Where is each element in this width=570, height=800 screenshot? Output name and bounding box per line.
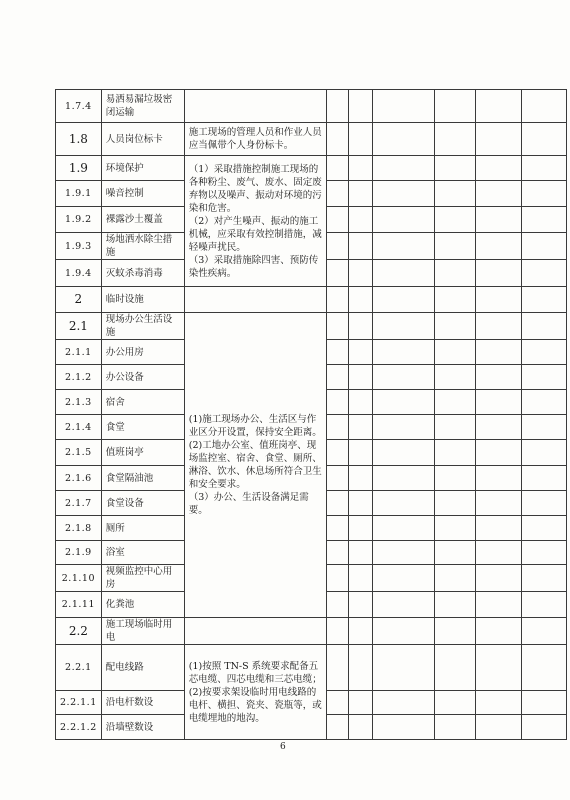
blank-cell — [326, 390, 348, 415]
blank-cell — [475, 390, 521, 415]
item-name: 化粪池 — [101, 592, 184, 618]
requirement-cell — [184, 123, 326, 156]
item-name: 食堂 — [101, 415, 184, 440]
blank-cell — [521, 618, 566, 645]
blank-cell — [434, 90, 475, 123]
item-code: 1.8 — [56, 123, 102, 156]
blank-cell — [475, 565, 521, 592]
blank-cell — [521, 565, 566, 592]
blank-cell — [372, 415, 434, 440]
item-name: 人员岗位标卡 — [101, 123, 184, 156]
item-name: 裸露沙土覆盖 — [101, 207, 184, 233]
item-code: 2.1.1 — [56, 340, 102, 365]
blank-cell — [475, 516, 521, 541]
item-name: 灭蚊杀毒消毒 — [101, 260, 184, 287]
item-code: 2.2.1.1 — [56, 691, 102, 715]
blank-cell — [475, 645, 521, 691]
blank-cell — [348, 390, 372, 415]
blank-cell — [326, 340, 348, 365]
blank-cell — [326, 260, 348, 287]
blank-cell — [326, 491, 348, 516]
blank-cell — [326, 592, 348, 618]
blank-cell — [521, 466, 566, 491]
blank-cell — [372, 592, 434, 618]
blank-cell — [348, 90, 372, 123]
blank-cell — [372, 123, 434, 156]
table-row — [56, 618, 567, 645]
blank-cell — [372, 340, 434, 365]
item-name: 场地洒水除尘措施 — [101, 233, 184, 260]
item-name: 宿舍 — [101, 390, 184, 415]
blank-cell — [521, 541, 566, 565]
inspection-table — [55, 89, 567, 740]
table-row — [56, 287, 567, 313]
item-code: 1.9.1 — [56, 181, 102, 207]
blank-cell — [521, 715, 566, 740]
item-name: 配电线路 — [101, 645, 184, 691]
blank-cell — [475, 491, 521, 516]
item-code: 2.1.6 — [56, 466, 102, 491]
blank-cell — [372, 181, 434, 207]
blank-cell — [348, 156, 372, 181]
blank-cell — [521, 645, 566, 691]
blank-cell — [326, 207, 348, 233]
blank-cell — [521, 260, 566, 287]
item-code: 2.1 — [56, 313, 102, 340]
blank-cell — [372, 516, 434, 541]
blank-cell — [372, 390, 434, 415]
blank-cell — [326, 181, 348, 207]
blank-cell — [434, 415, 475, 440]
blank-cell — [475, 340, 521, 365]
item-name: 浴室 — [101, 541, 184, 565]
blank-cell — [475, 715, 521, 740]
requirement-text: (1)施工现场办公、生活区与作业区分开设置，保持安全距离。 — [188, 414, 322, 438]
item-name: 值班岗亭 — [101, 440, 184, 466]
blank-cell — [521, 491, 566, 516]
item-code: 1.9.4 — [56, 260, 102, 287]
blank-cell — [521, 233, 566, 260]
blank-cell — [434, 156, 475, 181]
blank-cell — [372, 156, 434, 181]
blank-cell — [348, 365, 372, 390]
blank-cell — [475, 123, 521, 156]
item-code: 2.2 — [56, 618, 102, 645]
item-code: 2.2.1.2 — [56, 715, 102, 740]
blank-cell — [475, 415, 521, 440]
blank-cell — [372, 260, 434, 287]
blank-cell — [326, 715, 348, 740]
requirement-text: （3）采取措施除四害、预防传染性疾病。 — [188, 254, 319, 279]
blank-cell — [348, 592, 372, 618]
blank-cell — [434, 715, 475, 740]
blank-cell — [434, 541, 475, 565]
blank-cell — [326, 691, 348, 715]
blank-cell — [348, 691, 372, 715]
item-code: 2 — [56, 287, 102, 313]
blank-cell — [475, 181, 521, 207]
blank-cell — [475, 313, 521, 340]
item-code: 1.7.4 — [56, 90, 102, 123]
item-code: 2.2.1 — [56, 645, 102, 691]
blank-cell — [521, 340, 566, 365]
blank-cell — [372, 233, 434, 260]
blank-cell — [475, 541, 521, 565]
blank-cell — [372, 645, 434, 691]
blank-cell — [348, 466, 372, 491]
blank-cell — [521, 123, 566, 156]
blank-cell — [348, 440, 372, 466]
blank-cell — [348, 287, 372, 313]
blank-cell — [521, 365, 566, 390]
blank-cell — [372, 440, 434, 466]
blank-cell — [326, 365, 348, 390]
blank-cell — [434, 181, 475, 207]
item-name: 沿墙壁数设 — [101, 715, 184, 740]
item-name: 办公设备 — [101, 365, 184, 390]
item-code: 2.1.10 — [56, 565, 102, 592]
blank-cell — [348, 340, 372, 365]
blank-cell — [372, 90, 434, 123]
requirement-cell — [184, 90, 326, 123]
item-name: 办公用房 — [101, 340, 184, 365]
blank-cell — [372, 715, 434, 740]
blank-cell — [521, 90, 566, 123]
blank-cell — [348, 618, 372, 645]
item-name: 食堂隔油池 — [101, 466, 184, 491]
blank-cell — [521, 287, 566, 313]
blank-cell — [348, 645, 372, 691]
blank-cell — [434, 516, 475, 541]
item-code: 1.9.3 — [56, 233, 102, 260]
blank-cell — [372, 207, 434, 233]
blank-cell — [475, 233, 521, 260]
blank-cell — [434, 287, 475, 313]
requirement-text: （1）采取措施控制施工现场的各种粉尘、废气、废水、固定废弃物以及噪声、振动对环境的污染和危害。 — [188, 163, 322, 214]
blank-cell — [348, 207, 372, 233]
table-row — [56, 313, 567, 340]
blank-cell — [348, 491, 372, 516]
blank-cell — [326, 415, 348, 440]
blank-cell — [475, 156, 521, 181]
blank-cell — [434, 260, 475, 287]
blank-cell — [348, 123, 372, 156]
requirement-cell — [184, 287, 326, 313]
item-name: 视频监控中心用房 — [101, 565, 184, 592]
requirement-text: (2)工地办公室、值班岗亭、现场监控室、宿舍、食堂、厕所、淋浴、饮水、休息场所符合卫生和安全要求。 — [188, 440, 322, 490]
blank-cell — [434, 233, 475, 260]
blank-cell — [372, 313, 434, 340]
table-row — [56, 123, 567, 156]
item-name: 厕所 — [101, 516, 184, 541]
blank-cell — [326, 618, 348, 645]
blank-cell — [521, 691, 566, 715]
blank-cell — [475, 260, 521, 287]
blank-cell — [326, 156, 348, 181]
blank-cell — [475, 287, 521, 313]
blank-cell — [348, 565, 372, 592]
requirement-cell — [184, 645, 326, 740]
blank-cell — [348, 313, 372, 340]
item-name: 现场办公生活设施 — [101, 313, 184, 340]
blank-cell — [326, 287, 348, 313]
table-row — [56, 645, 567, 691]
blank-cell — [372, 565, 434, 592]
blank-cell — [521, 440, 566, 466]
blank-cell — [434, 618, 475, 645]
blank-cell — [521, 516, 566, 541]
blank-cell — [521, 207, 566, 233]
blank-cell — [372, 691, 434, 715]
blank-cell — [372, 541, 434, 565]
item-name: 临时设施 — [101, 287, 184, 313]
item-code: 2.1.3 — [56, 390, 102, 415]
blank-cell — [434, 390, 475, 415]
blank-cell — [348, 715, 372, 740]
blank-cell — [475, 90, 521, 123]
blank-cell — [475, 466, 521, 491]
blank-cell — [326, 313, 348, 340]
page-number: 6 — [280, 742, 286, 752]
blank-cell — [348, 181, 372, 207]
blank-cell — [434, 592, 475, 618]
blank-cell — [326, 516, 348, 541]
item-name: 易洒易漏垃圾密闭运输 — [101, 90, 184, 123]
blank-cell — [521, 313, 566, 340]
blank-cell — [326, 440, 348, 466]
blank-cell — [434, 340, 475, 365]
blank-cell — [326, 90, 348, 123]
blank-cell — [434, 691, 475, 715]
blank-cell — [521, 390, 566, 415]
blank-cell — [326, 466, 348, 491]
blank-cell — [434, 491, 475, 516]
blank-cell — [434, 123, 475, 156]
blank-cell — [521, 156, 566, 181]
blank-cell — [475, 440, 521, 466]
blank-cell — [372, 491, 434, 516]
table-row — [56, 90, 567, 123]
blank-cell — [326, 565, 348, 592]
blank-cell — [372, 365, 434, 390]
blank-cell — [434, 207, 475, 233]
item-code: 2.1.8 — [56, 516, 102, 541]
blank-cell — [434, 440, 475, 466]
blank-cell — [372, 287, 434, 313]
blank-cell — [372, 618, 434, 645]
item-code: 2.1.7 — [56, 491, 102, 516]
blank-cell — [434, 365, 475, 390]
blank-cell — [326, 233, 348, 260]
item-code: 1.9 — [56, 156, 102, 181]
blank-cell — [434, 565, 475, 592]
item-code: 1.9.2 — [56, 207, 102, 233]
item-code: 2.1.11 — [56, 592, 102, 618]
blank-cell — [348, 233, 372, 260]
blank-cell — [475, 365, 521, 390]
blank-cell — [475, 618, 521, 645]
blank-cell — [521, 181, 566, 207]
item-name: 噪音控制 — [101, 181, 184, 207]
item-code: 2.1.4 — [56, 415, 102, 440]
item-name: 沿电杆数设 — [101, 691, 184, 715]
blank-cell — [434, 313, 475, 340]
blank-cell — [475, 691, 521, 715]
blank-cell — [326, 541, 348, 565]
blank-cell — [434, 466, 475, 491]
blank-cell — [348, 516, 372, 541]
table-row — [56, 156, 567, 181]
requirement-text: （2）对产生噪声、振动的施工机械，应采取有效控制措施，减轻噪声扰民。 — [188, 215, 322, 253]
requirement-text: (1)按照 TN-S 系统要求配备五芯电缆、四芯电缆和三芯电缆； — [188, 660, 322, 685]
blank-cell — [348, 415, 372, 440]
blank-cell — [475, 207, 521, 233]
item-code: 2.1.2 — [56, 365, 102, 390]
requirement-text: 施工现场的管理人员和作业人员应当佩带个人身份标卡。 — [188, 127, 322, 151]
blank-cell — [326, 123, 348, 156]
requirement-text: (2)按要求架设临时用电线路的电杆、横担、瓷夹、瓷瓶等，或电缆埋地的地沟。 — [188, 686, 322, 724]
blank-cell — [348, 260, 372, 287]
blank-cell — [521, 415, 566, 440]
requirement-cell — [184, 156, 326, 287]
item-code: 2.1.5 — [56, 440, 102, 466]
blank-cell — [475, 592, 521, 618]
item-code: 2.1.9 — [56, 541, 102, 565]
item-name: 食堂设备 — [101, 491, 184, 516]
item-name: 环境保护 — [101, 156, 184, 181]
blank-cell — [326, 645, 348, 691]
requirement-cell — [184, 313, 326, 618]
item-name: 施工现场临时用电 — [101, 618, 184, 645]
requirement-text: （3）办公、生活设备满足需要。 — [188, 492, 309, 516]
blank-cell — [521, 592, 566, 618]
requirement-cell — [184, 618, 326, 645]
blank-cell — [372, 466, 434, 491]
blank-cell — [434, 645, 475, 691]
blank-cell — [348, 541, 372, 565]
